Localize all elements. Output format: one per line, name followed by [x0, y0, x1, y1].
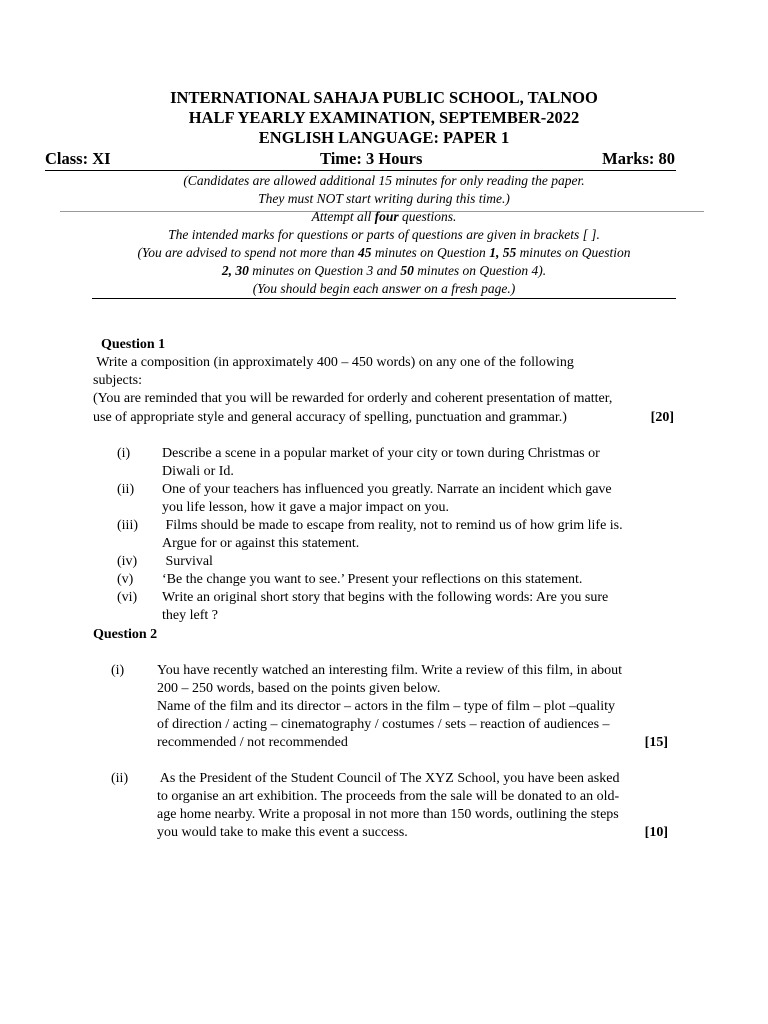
q2-item-text: You have recently watched an interesting film. Write a review of this film, in about	[157, 663, 623, 678]
q1-item-text: Films should be made to escape from reality, not to remind us of how grim life is.	[162, 518, 623, 533]
q2-item-number: (i)	[111, 663, 125, 678]
q2-item-text: you would take to make this event a success.	[157, 825, 408, 840]
q1-item-text: Write an original short story that begins with the following words: Are you sure	[162, 590, 609, 605]
q1-item-number: (iv)	[117, 554, 138, 569]
q2-item-text: Name of the film and its director – actors in the film – type of film – plot –quality	[157, 699, 616, 714]
q1-item-number: (ii)	[117, 482, 135, 497]
question-1-note-cont: use of appropriate style and general accuracy of spelling, punctuation and grammar.)	[93, 410, 567, 425]
instructions-rule	[92, 298, 676, 299]
question-1-intro-cont: subjects:	[93, 373, 142, 388]
exam-title: HALF YEARLY EXAMINATION, SEPTEMBER-2022	[188, 108, 580, 127]
question-1-title: Question 1	[101, 337, 166, 352]
instruction-fresh-page: (You should begin each answer on a fresh page.)	[252, 281, 516, 296]
q1-item-text: they left ?	[162, 608, 218, 623]
question-1-note: (You are reminded that you will be rewarded for orderly and coherent presentation of matter,	[93, 391, 613, 406]
header-rule	[45, 170, 676, 171]
q2-item-text: 200 – 250 words, based on the points given below.	[157, 681, 441, 696]
time-label: Time: 3 Hours	[320, 149, 423, 168]
q2-item-text: age home nearby. Write a proposal in not more than 150 words, outlining the steps	[157, 807, 619, 822]
instruction-marks: The intended marks for questions or parts of questions are given in brackets [ ].	[168, 227, 600, 242]
q1-item-text: Diwali or Id.	[162, 464, 234, 479]
q2-item-text: to organise an art exhibition. The proceeds from the sale will be donated to an old-	[157, 789, 620, 804]
q1-item-text: ‘Be the change you want to see.’ Present your reflections on this statement.	[162, 572, 583, 587]
instruction-attempt: Attempt all four questions.	[311, 209, 457, 224]
question-1-intro: Write a composition (in approximately 400 – 450 words) on any one of the following	[93, 355, 574, 370]
class-label: Class: XI	[45, 149, 111, 168]
info-line	[45, 148, 675, 170]
instruction-reading-time: (Candidates are allowed additional 15 minutes for only reading the paper.	[183, 173, 585, 188]
q2-item-text: recommended / not recommended	[157, 735, 348, 750]
q1-item-text: Survival	[162, 554, 213, 569]
q2-item-number: (ii)	[111, 771, 129, 786]
question-2-title: Question 2	[93, 627, 158, 642]
q1-item-text: Argue for or against this statement.	[162, 536, 360, 551]
q1-item-number: (i)	[117, 446, 131, 461]
q1-item-text: you life lesson, how it gave a major impact on you.	[162, 500, 449, 515]
school-name: INTERNATIONAL SAHAJA PUBLIC SCHOOL, TALNOO	[170, 88, 598, 107]
q1-item-number: (iii)	[117, 518, 138, 533]
question-1-marks: [20]	[650, 410, 674, 425]
instruction-time-advice: (You are advised to spend not more than 45 minutes on Question 1, 55 minutes on Question	[137, 245, 631, 260]
q2-item-text: of direction / acting – cinematography / costumes / sets – reaction of audiences –	[157, 717, 610, 732]
marks-label: Marks: 80	[602, 149, 675, 168]
paper-title: ENGLISH LANGUAGE: PAPER 1	[258, 128, 510, 147]
q1-item-number: (v)	[117, 572, 134, 587]
q1-item-text: One of your teachers has influenced you greatly. Narrate an incident which gave	[162, 482, 612, 497]
q2-item-text: As the President of the Student Council of The XYZ School, you have been asked	[157, 771, 620, 786]
q1-item-number: (vi)	[117, 590, 138, 605]
q2-item-marks: [15]	[644, 735, 668, 750]
q1-item-text: Describe a scene in a popular market of your city or town during Christmas or	[162, 446, 600, 461]
q2-item-marks: [10]	[644, 825, 668, 840]
instruction-time-advice-cont: 2, 30 minutes on Question 3 and 50 minutes on Question 4).	[221, 263, 547, 278]
instruction-no-writing: They must NOT start writing during this time.)	[258, 191, 510, 206]
